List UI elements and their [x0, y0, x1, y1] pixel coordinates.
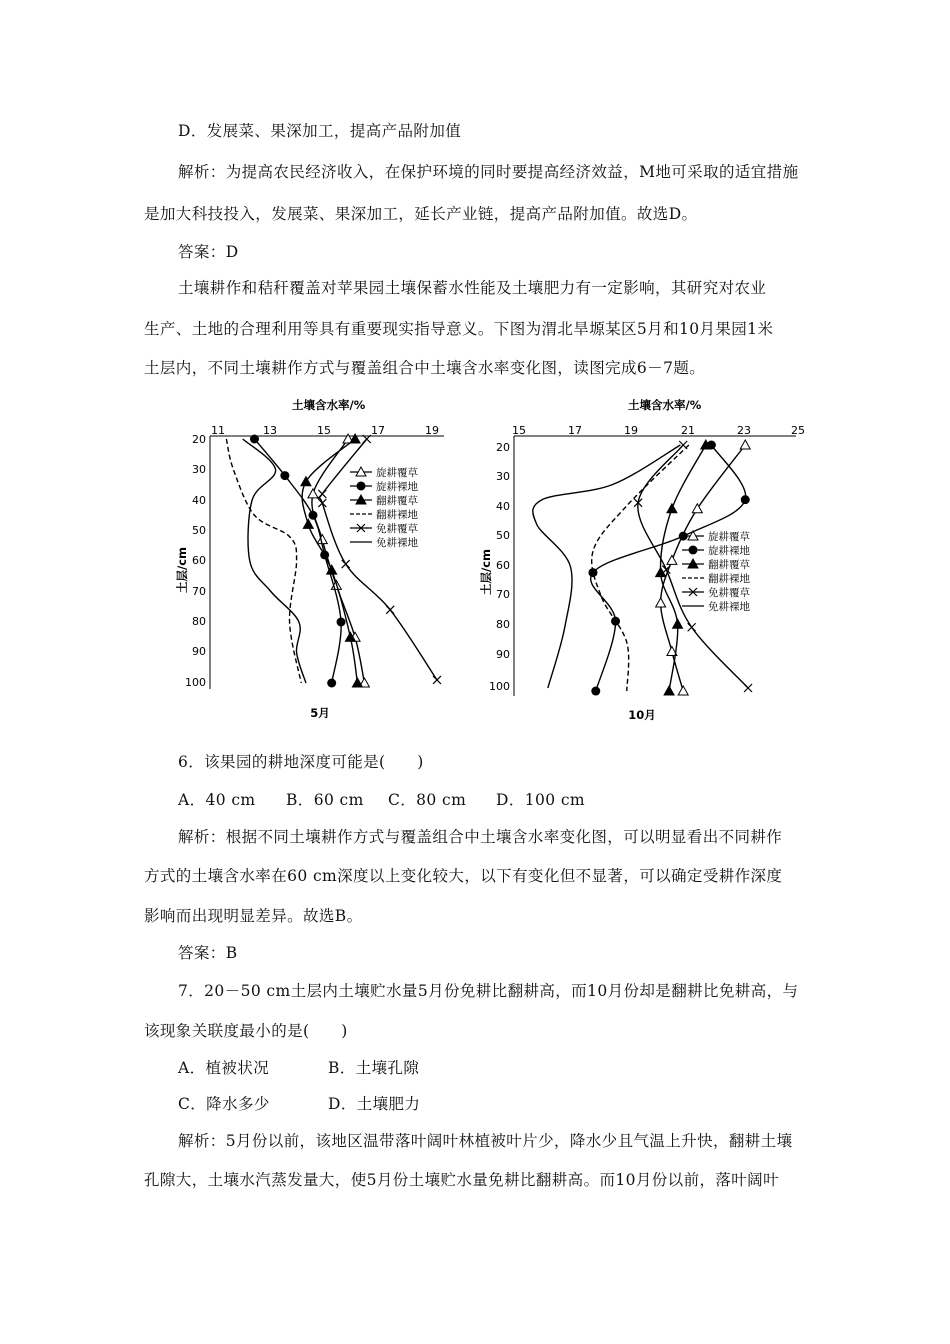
legend-label: 旋耕裸地 — [708, 545, 750, 557]
y-tick-label: 100 — [489, 680, 510, 693]
data-point — [741, 495, 750, 504]
charts-svg — [175, 392, 820, 732]
x-tick-label: 23 — [737, 424, 751, 437]
analysis-line: 解析：5月份以前，该地区温带落叶阔叶林植被叶片少，降水少且气温上升快，翻耕土壤 — [178, 1132, 793, 1150]
analysis-line: 解析：根据不同土壤耕作方式与覆盖组合中土壤含水率变化图，可以明显看出不同耕作 — [178, 828, 783, 846]
option-a[interactable]: A．40 cm — [178, 791, 256, 809]
data-point — [678, 686, 688, 695]
x-tick-label: 19 — [624, 424, 638, 437]
chart-may-title: 土壤含水率/% — [292, 398, 366, 412]
chart-oct-caption: 10月 — [628, 708, 656, 722]
chart-may-x-ticks — [211, 424, 439, 437]
x-tick-label: 21 — [681, 424, 695, 437]
data-point — [350, 434, 360, 443]
x-tick-label: 13 — [263, 424, 277, 437]
y-tick-label: 100 — [185, 676, 206, 689]
chart-oct — [479, 398, 805, 722]
option-d-line: D．发展菜、果深加工，提高产品附加值 — [178, 122, 462, 140]
answer-line: 答案：D — [178, 243, 239, 261]
y-tick-label: 20 — [496, 441, 510, 454]
data-point — [280, 471, 289, 480]
data-point — [337, 618, 346, 627]
intro-line: 土壤耕作和秸秆覆盖对苹果园土壤保蓄水性能及土壤肥力有一定影响，其研究对农业 — [178, 279, 767, 297]
chart-oct-title: 土壤含水率/% — [628, 398, 702, 412]
data-point — [308, 511, 317, 520]
data-point — [744, 684, 752, 692]
y-tick-label: 40 — [496, 500, 510, 513]
y-tick-label: 40 — [192, 494, 206, 507]
y-tick-label: 50 — [496, 529, 510, 542]
data-point — [352, 678, 362, 687]
data-point — [342, 560, 350, 568]
y-tick-label: 70 — [496, 588, 510, 601]
option-d[interactable]: D．100 cm — [496, 791, 586, 809]
question-6-options — [178, 790, 842, 810]
question-7-options-row1 — [178, 1058, 842, 1078]
x-tick-label: 17 — [371, 424, 385, 437]
option-d[interactable]: D．土壤肥力 — [328, 1095, 421, 1113]
question-7: 7．20－50 cm土层内土壤贮水量5月份免耕比翻耕高，而10月份却是翻耕比免耕高，与 — [178, 982, 799, 1000]
chart-may-ylabel: 土层/cm — [175, 547, 189, 593]
data-point — [591, 687, 600, 696]
series-line — [243, 439, 306, 683]
y-tick-label: 80 — [496, 618, 510, 631]
x-tick-label: 15 — [317, 424, 331, 437]
legend-marker — [689, 546, 698, 555]
data-point — [318, 490, 326, 498]
analysis-line: 方式的土壤含水率在60 cm深度以上变化较大，以下有变化但不显著，可以确定受耕作深度 — [144, 867, 783, 885]
x-tick-label: 19 — [425, 424, 439, 437]
analysis-line: 是加大科技投入，发展菜、果深加工，延长产业链，提高产品附加值。故选D。 — [144, 205, 698, 223]
y-tick-label: 30 — [496, 470, 510, 483]
data-point — [679, 532, 688, 541]
x-tick-label: 17 — [568, 424, 582, 437]
chart-oct-x-ticks — [512, 424, 805, 437]
data-point — [327, 679, 336, 688]
chart-may — [175, 398, 444, 720]
question-6: 6．该果园的耕地深度可能是( ) — [178, 753, 424, 771]
legend-label: 翻耕裸地 — [708, 573, 750, 585]
series-line — [533, 445, 681, 688]
chart-may-caption: 5月 — [310, 706, 330, 720]
data-point — [433, 676, 441, 684]
data-point — [301, 477, 311, 486]
y-tick-label: 60 — [192, 554, 206, 567]
data-point — [250, 435, 259, 444]
y-tick-label: 50 — [192, 524, 206, 537]
y-tick-label: 90 — [496, 648, 510, 661]
analysis-line: 解析：为提高农民经济收入，在保护环境的同时要提高经济效益，M地可采取的适宜措施 — [178, 163, 799, 181]
data-point — [386, 606, 394, 614]
y-tick-label: 90 — [192, 645, 206, 658]
legend-label: 旋耕覆草 — [708, 531, 750, 543]
option-c[interactable]: C．80 cm — [388, 791, 467, 809]
chart-oct-ylabel: 土层/cm — [479, 549, 493, 595]
data-point — [308, 489, 318, 498]
analysis-line: 影响而出现明显差异。故选B。 — [144, 907, 363, 925]
intro-line: 生产、土地的合理利用等具有重要现实指导意义。下图为渭北旱塬某区5月和10月果园1米 — [144, 320, 774, 338]
data-point — [667, 504, 677, 513]
legend-label: 翻耕裸地 — [376, 509, 418, 521]
y-tick-label: 60 — [496, 559, 510, 572]
x-tick-label: 11 — [211, 424, 225, 437]
legend-label: 翻耕覆草 — [708, 559, 750, 571]
option-b[interactable]: B．土壤孔隙 — [328, 1059, 420, 1077]
analysis-line: 孔隙大，土壤水汽蒸发量大，使5月份土壤贮水量免耕比翻耕高。而10月份以前，落叶阔叶 — [144, 1171, 779, 1189]
data-point — [740, 440, 750, 449]
data-point — [688, 623, 696, 631]
y-tick-label: 70 — [192, 585, 206, 598]
question-7-options-row2 — [178, 1094, 842, 1114]
question-7: 该现象关联度最小的是( ) — [144, 1022, 348, 1040]
legend-label: 翻耕覆草 — [376, 495, 418, 507]
option-c[interactable]: C．降水多少 — [178, 1095, 270, 1113]
data-point — [318, 499, 326, 507]
data-point — [667, 555, 677, 564]
option-b[interactable]: B．60 cm — [286, 791, 364, 809]
x-tick-label: 15 — [512, 424, 526, 437]
legend-label: 免耕裸地 — [376, 537, 418, 549]
legend-marker — [357, 482, 366, 491]
data-point — [692, 504, 702, 513]
data-point — [673, 619, 683, 628]
data-point — [664, 686, 674, 695]
intro-line: 土层内，不同土壤耕作方式与覆盖组合中土壤含水率变化图，读图完成6－7题。 — [144, 359, 706, 377]
legend-label: 免耕覆草 — [376, 523, 418, 535]
x-tick-label: 25 — [791, 424, 805, 437]
y-tick-label: 20 — [192, 433, 206, 446]
series-line — [226, 439, 301, 683]
y-tick-label: 80 — [192, 615, 206, 628]
option-a[interactable]: A．植被状况 — [178, 1059, 270, 1077]
legend-label: 旋耕裸地 — [376, 481, 418, 493]
data-point — [656, 598, 666, 607]
data-point — [303, 519, 313, 528]
soil-moisture-charts — [175, 392, 820, 732]
data-point — [679, 441, 687, 449]
legend-label: 免耕覆草 — [708, 587, 750, 599]
legend-label: 旋耕覆草 — [376, 467, 418, 479]
legend-label: 免耕裸地 — [708, 601, 750, 613]
answer-line: 答案：B — [178, 944, 238, 962]
y-tick-label: 30 — [192, 463, 206, 476]
